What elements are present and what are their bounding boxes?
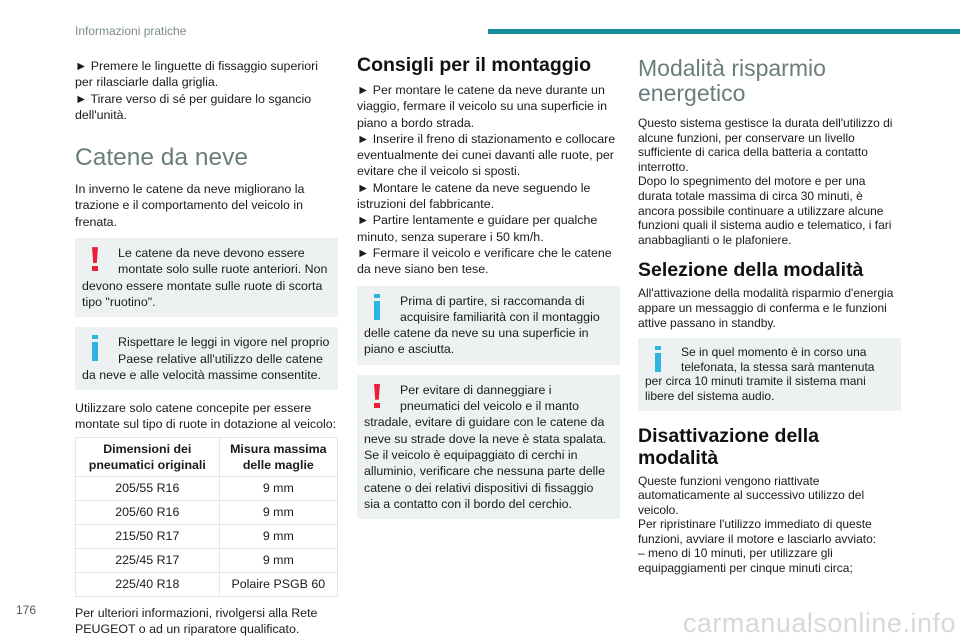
- cell: 9 mm: [219, 548, 337, 572]
- section-header: Informazioni pratiche: [75, 24, 187, 38]
- info-box: [357, 286, 620, 365]
- info-box: [638, 338, 901, 410]
- cell: 9 mm: [219, 524, 337, 548]
- cell: 225/40 R18: [76, 572, 220, 596]
- step: ► Montare le catene da neve seguendo le istruzioni del fabbricante.: [357, 180, 591, 212]
- warning-box: [75, 238, 338, 317]
- intro: In inverno le catene da neve migliorano la trazione e il comportamento del veicolo in frenata.: [75, 182, 305, 229]
- tire-chain-table: [75, 437, 338, 597]
- column-1: [75, 58, 338, 637]
- warning-icon: [364, 382, 386, 410]
- info-box: [75, 327, 338, 390]
- paragraph: Questo sistema gestisce la durata dell'utilizzo di alcune funzioni, per conservare un livello sufficiente di carica della batteria a contatto interrotto.: [638, 116, 893, 174]
- info-text: Rispettare le leggi in vigore nel proprio Paese relative all'utilizzo delle catene da neve e alle velocità massime consentite.: [82, 335, 330, 382]
- table-intro: Utilizzare solo catene concepite per essere montate sul tipo di ruote in dotazione al veicolo:: [75, 401, 337, 432]
- table-header: Dimensioni dei pneumatici originali: [76, 437, 220, 476]
- table-row: [76, 500, 338, 524]
- paragraph: Queste funzioni vengono riattivate automaticamente al successivo utilizzo del veicolo.: [638, 473, 865, 517]
- column-2: [357, 54, 620, 529]
- table-row: [76, 548, 338, 572]
- table-header: Misura massima delle maglie: [219, 437, 337, 476]
- step: ► Partire lentamente e guidare per qualche minuto, senza superare i 50 km/h.: [357, 213, 598, 244]
- warning-icon: [82, 245, 104, 273]
- heading-catene: Catene da neve: [75, 144, 248, 172]
- cell: 225/45 R17: [76, 548, 220, 572]
- step: ► Inserire il freno di stazionamento e collocare eventualmente dei cunei davanti alle ruote, per evitare che il veicolo si sposti.: [357, 131, 616, 179]
- table-row: [76, 476, 338, 500]
- heading-disattivazione: Disattivazione della modalità: [638, 424, 819, 469]
- watermark: carmanualsonline.info: [682, 608, 956, 638]
- step: ► Per montare le catene da neve durante un viaggio, fermare il veicolo su una superficie in piano a bordo strada.: [357, 83, 608, 130]
- table-row: [76, 524, 338, 548]
- warning-text: Per evitare di danneggiare i pneumatici del veicolo e il manto stradale, evitare di guidare con le catene da neve su strade dove la neve è stata spalata. Se il veicolo è equipaggiato di cerchi in alluminio, verificare che nessuna parte delle catene o dei relativi dispositivi di fissaggio sia a contatto con il bordo del cerchio.: [364, 382, 607, 511]
- cell: 205/55 R16: [76, 476, 220, 500]
- heading-consigli: Consigli per il montaggio: [357, 54, 591, 76]
- table-row: [76, 572, 338, 596]
- step: ► Premere le linguette di fissaggio superiori per rilasciarle dalla griglia.: [75, 59, 318, 90]
- paragraph: Dopo lo spegnimento del motore e per una durata totale massima di circa 30 minuti, è ancora possibile continuare a utilizzare alcune funzioni quali il sistema audio e telematico, i fari anabbaglianti o le plafoniere.: [638, 174, 892, 247]
- cell: Polaire PSGB 60: [219, 572, 337, 596]
- step: ► Fermare il veicolo e verificare che le catene da neve siano ben tese.: [357, 245, 612, 277]
- heading-risparmio: Modalità risparmio energetico: [638, 55, 826, 106]
- cell: 205/60 R16: [76, 500, 220, 524]
- list-item: – meno di 10 minuti, per utilizzare gli equipaggiamenti per cinque minuti circa;: [638, 546, 853, 576]
- cell: 9 mm: [219, 500, 337, 524]
- info-icon: [364, 293, 386, 321]
- heading-selezione: Selezione della modalità: [638, 259, 864, 282]
- info-text: Se in quel momento è in corso una telefonata, la stessa sarà mantenuta per circa 10 minuti tramite il sistema mani libere del sistema audio.: [645, 345, 875, 403]
- warning-text: Le catene da neve devono essere montate solo sulle ruote anteriori. Non devono essere montate sulle ruote di scorta tipo "ruotino".: [82, 246, 328, 309]
- header-accent-bar: [488, 29, 960, 34]
- paragraph: All'attivazione della modalità risparmio d'energia appare un messaggio di conferma e le funzioni attive passano in standby.: [638, 286, 894, 330]
- info-text: Prima di partire, si raccomanda di acquisire familiarità con il montaggio delle catene da neve su una superficie in piano e asciutta.: [364, 293, 600, 357]
- paragraph: Per ripristinare l'utilizzo immediato di queste funzioni, avviare il motore e lasciarlo avviato:: [638, 517, 877, 546]
- cell: 215/50 R17: [76, 524, 220, 548]
- outro: Per ulteriori informazioni, rivolgersi alla Rete PEUGEOT o ad un riparatore qualificato.: [75, 605, 318, 637]
- cell: 9 mm: [219, 476, 337, 500]
- info-icon: [82, 334, 104, 362]
- step: ► Tirare verso di sé per guidare lo sgancio dell'unità.: [75, 91, 312, 122]
- warning-box: [357, 375, 620, 519]
- page-number: 176: [16, 603, 37, 617]
- info-icon: [645, 345, 667, 373]
- column-3: [638, 56, 901, 576]
